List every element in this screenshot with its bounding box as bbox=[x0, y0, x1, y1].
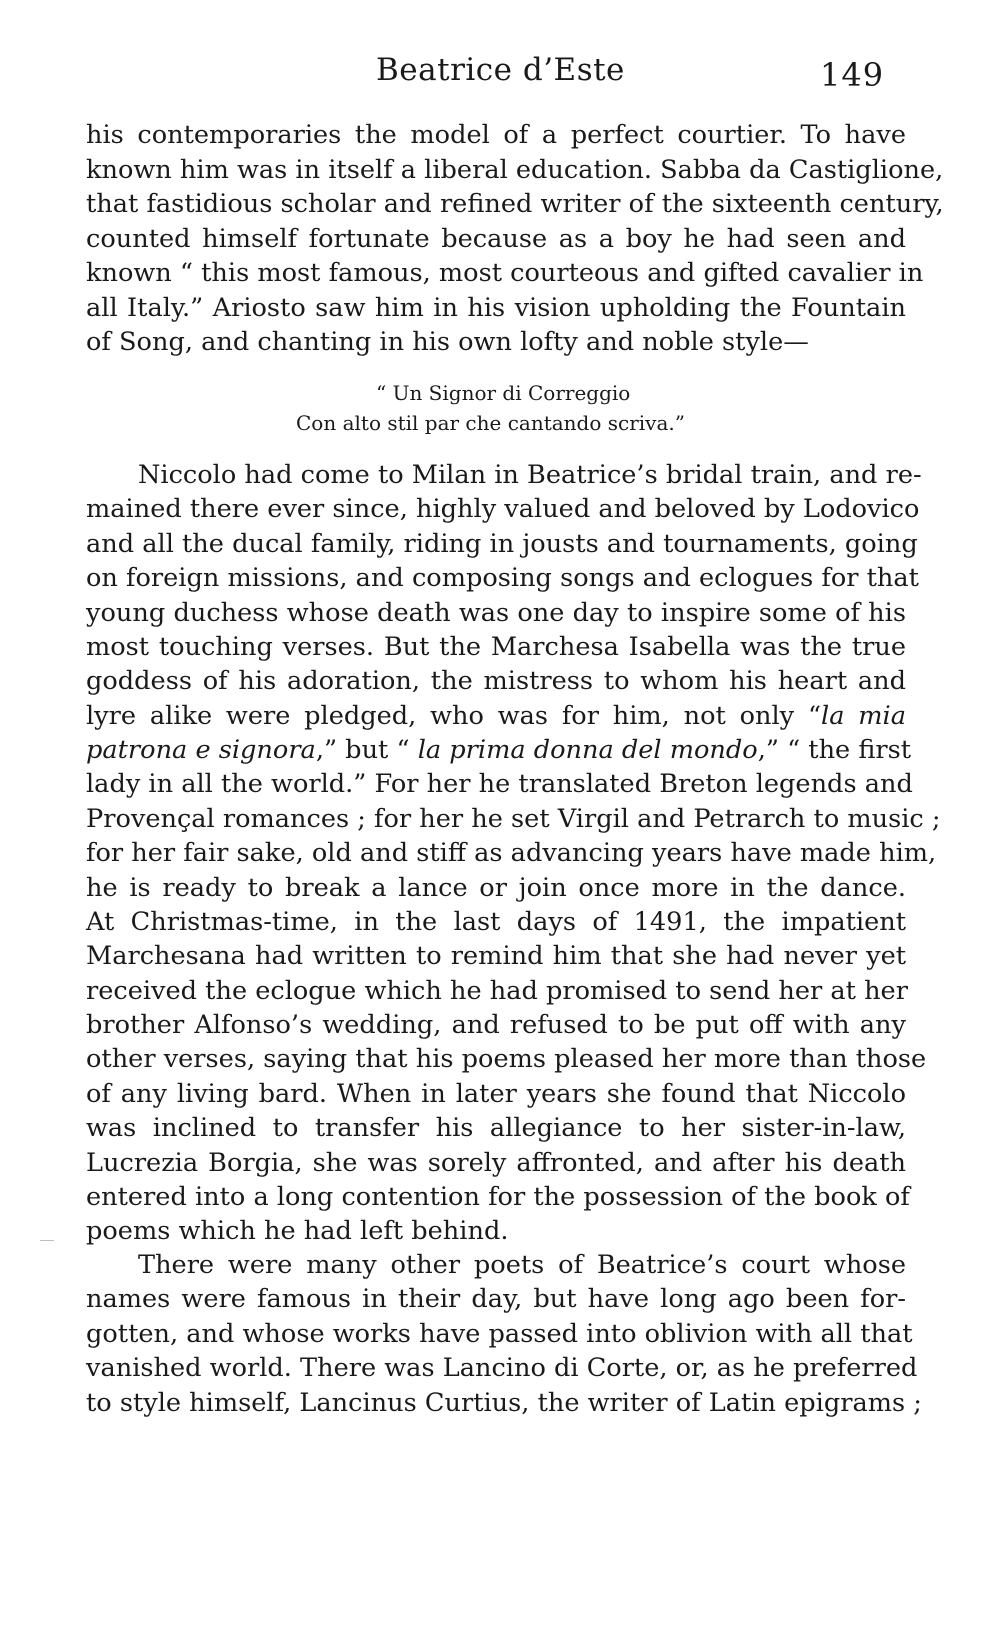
text-line: he is ready to break a lance or join once more in the dance. bbox=[86, 872, 906, 903]
text-line: names were famous in their day, but have long ago been for- bbox=[86, 1284, 906, 1315]
text-line: all Italy.” Ariosto saw him in his vision upholding the Fountain bbox=[86, 292, 906, 323]
text-line: on foreign missions, and composing songs and eclogues for that bbox=[86, 563, 919, 594]
text-line: was inclined to transfer his allegiance to her sister-in-law, bbox=[86, 1113, 906, 1144]
text-line: received the eclogue which he had promised to send her at her bbox=[86, 975, 908, 1006]
paragraph-3 bbox=[86, 1248, 922, 1420]
text-line: his contemporaries the model of a perfect courtier. To have bbox=[86, 120, 906, 150]
line-text: lyre alike were pledged, who was for him, not only “ bbox=[86, 700, 822, 731]
text-line: known him was in itself a liberal education. Sabba da Castiglione, bbox=[86, 154, 944, 185]
text-line: entered into a long contention for the possession of the book of bbox=[86, 1181, 910, 1212]
paragraph-1 bbox=[86, 118, 944, 360]
quote-line: Con alto stil par che cantando scriva.” bbox=[296, 411, 685, 435]
text-line: goddess of his adoration, the mistress to whom his heart and bbox=[86, 666, 906, 697]
text-line: Niccolo had come to Milan in Beatrice’s bridal train, and re- bbox=[138, 460, 922, 490]
line-text: ,” “ the first bbox=[757, 735, 912, 765]
text-line: gotten, and whose works have passed into oblivion with all that bbox=[86, 1318, 913, 1349]
text-line: other verses, saying that his poems pleased her more than those bbox=[86, 1044, 927, 1075]
text-line: brother Alfonso’s wedding, and refused to be put off with any bbox=[86, 1010, 906, 1040]
text-line: most touching verses. But the Marchesa Isabella was the true bbox=[86, 631, 906, 662]
italic-phrase: la mia bbox=[821, 700, 906, 731]
text-line: of Song, and chanting in his own lofty and noble style— bbox=[86, 327, 809, 357]
text-line: that fastidious scholar and refined writer of the sixteenth century, bbox=[86, 189, 944, 219]
italic-phrase: patrona e signora bbox=[86, 735, 316, 765]
text-line: Marchesana had written to remind him that she had never yet bbox=[86, 941, 906, 972]
margin-mark bbox=[40, 1240, 54, 1241]
text-line: There were many other poets of Beatrice’s court whose bbox=[138, 1250, 906, 1280]
text-line: At Christmas-time, in the last days of 1491, the impatient bbox=[86, 906, 906, 937]
text-line: Provençal romances ; for her he set Virgil and Petrarch to music ; bbox=[86, 803, 941, 834]
text-line: young duchess whose death was one day to inspire some of his bbox=[86, 597, 906, 628]
text-line: to style himself, Lancinus Curtius, the writer of Latin epigrams ; bbox=[86, 1387, 922, 1418]
text-line bbox=[86, 699, 906, 733]
text-line: counted himself fortunate because as a boy he had seen and bbox=[86, 223, 906, 254]
text-line: and all the ducal family, riding in jousts and tournaments, going bbox=[86, 528, 918, 559]
text-line bbox=[86, 733, 912, 767]
text-line: for her fair sake, old and stiff as advancing years have made him, bbox=[86, 838, 937, 869]
text-line: mained there ever since, highly valued and beloved by Lodovico bbox=[86, 494, 920, 525]
text-line: poems which he had left behind. bbox=[86, 1216, 509, 1247]
text-line: lady in all the world.” For her he translated Breton legends and bbox=[86, 769, 913, 800]
text-line: of any living bard. When in later years she found that Niccolo bbox=[86, 1078, 906, 1109]
running-head bbox=[0, 52, 1000, 100]
line-text: ,” but “ bbox=[315, 735, 418, 765]
paragraph-2 bbox=[86, 458, 941, 1249]
quote-line: “ Un Signor di Correggio bbox=[376, 381, 631, 405]
italic-phrase: la prima donna del mondo bbox=[417, 735, 758, 765]
text-line: known “ this most famous, most courteous and gifted cavalier in bbox=[86, 258, 924, 288]
text-line: vanished world. There was Lancino di Corte, or, as he preferred bbox=[86, 1353, 918, 1384]
page-number: 149 bbox=[820, 56, 885, 94]
text-line: Lucrezia Borgia, she was sorely affronted, and after his death bbox=[86, 1147, 906, 1178]
running-title: Beatrice d’Este bbox=[376, 52, 625, 88]
